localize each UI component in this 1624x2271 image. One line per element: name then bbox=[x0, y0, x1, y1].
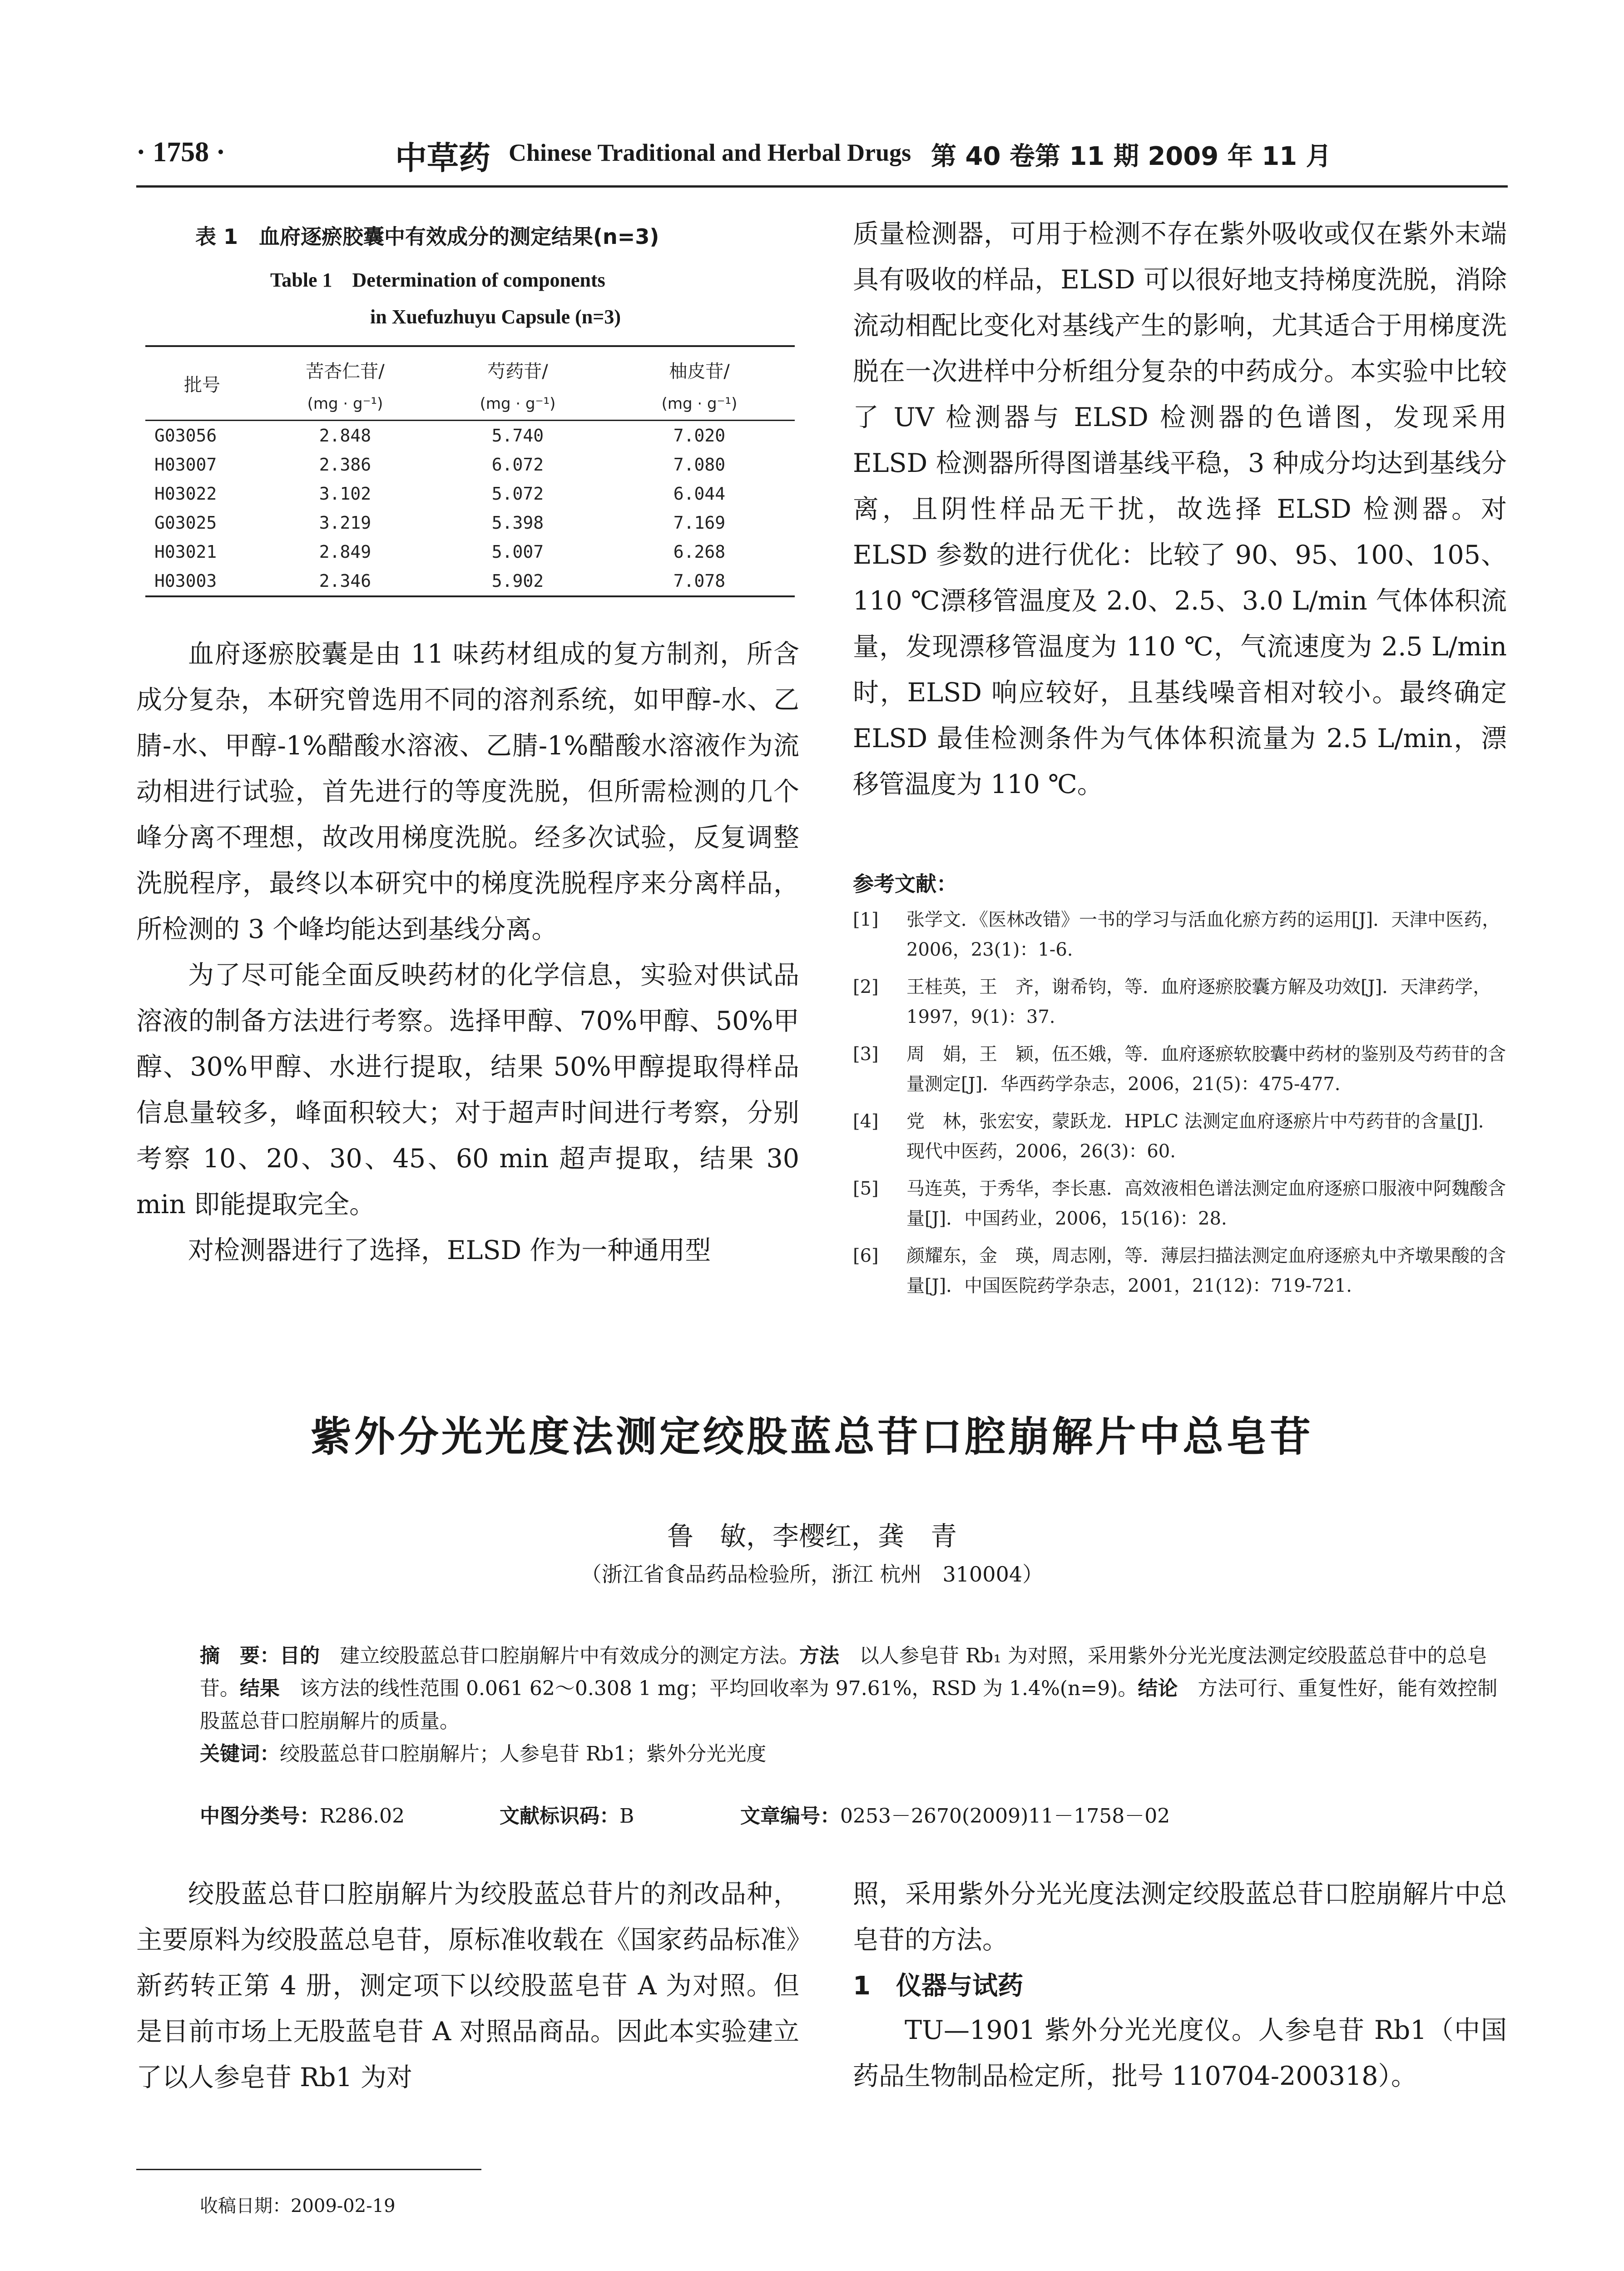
intro-left bbox=[136, 1871, 799, 2101]
value-cell: 5.740 bbox=[491, 426, 544, 446]
article-number-label: 文章编号： bbox=[740, 1805, 840, 1828]
table-row bbox=[145, 566, 795, 596]
abstract-objective: 建立绞股蓝总苷口腔崩解片中有效成分的测定方法。 bbox=[340, 1644, 799, 1667]
reference-item bbox=[853, 1174, 1507, 1234]
reference-number: [3] bbox=[853, 1044, 879, 1065]
value-cell: 6.072 bbox=[491, 455, 544, 475]
batch-cell: G03056 bbox=[154, 426, 217, 446]
reference-number: [5] bbox=[853, 1178, 879, 1199]
value-cell: 3.219 bbox=[319, 513, 371, 533]
col-header-paeoniflorin: 芍药苷/ bbox=[487, 361, 548, 382]
abstract bbox=[200, 1640, 1499, 1770]
header-rule bbox=[136, 185, 1508, 188]
batch-cell: H03003 bbox=[154, 571, 217, 591]
value-cell: 7.020 bbox=[673, 426, 726, 446]
right-column-text bbox=[853, 211, 1507, 808]
value-cell: 3.102 bbox=[319, 484, 371, 504]
body-paragraph: 血府逐瘀胶囊是由 11 味药材组成的复方制剂，所含成分复杂，本研究曾选用不同的溶剂系统，如甲醇-水、乙腈-水、甲醇-1%醋酸水溶液、乙腈-1%醋酸水溶液作为流动相进行试验，首先进行的等度洗脱，但所需检测的几个峰分离不理想，故改用梯度洗脱。经多次试验，反复调整洗脱程序，最终以本研究中的梯度洗脱程序来分离样品，所检测的 3 个峰均能达到基线分离。 bbox=[136, 639, 799, 944]
reference-item bbox=[853, 1106, 1507, 1166]
abstract-method: 以人参皂苷 Rb₁ 为对照，采用紫外分光光度法测定绞股蓝总苷中的总皂苷。 bbox=[200, 1644, 1487, 1700]
reference-item bbox=[853, 905, 1507, 965]
col-header-amygdalin: 苦杏仁苷/ bbox=[306, 361, 385, 382]
clc-number bbox=[200, 1800, 405, 1829]
body-paragraph: 绞股蓝总苷口腔崩解片为绞股蓝总苷片的剂改品种，主要原料为绞股蓝总皂苷，原标准收载在《国家药品标准》新药转正第 4 册，测定项下以绞股蓝皂苷 A 为对照。但是目前市场上无股蓝皂苷 A 对照品商品。因此本实验建立了以人参皂苷 Rb1 为对 bbox=[136, 1879, 799, 2092]
reference-text: 张学文．《医林改错》一书的学习与活血化瘀方药的运用[J]．天津中医药，2006，23(1)：1-6. bbox=[906, 909, 1500, 960]
abstract-conclusion: 方法可行、重复性好，能有效控制股蓝总苷口腔崩解片的质量。 bbox=[200, 1677, 1498, 1733]
value-cell: 7.078 bbox=[673, 571, 726, 591]
table-row bbox=[145, 450, 795, 479]
batch-cell: H03007 bbox=[154, 455, 217, 475]
reference-list bbox=[853, 905, 1507, 1308]
col-unit: (mg · g⁻¹) bbox=[661, 395, 738, 413]
reference-text: 党 林，张宏安，蒙跃龙．HPLC 法测定血府逐瘀片中芍药苷的含量[J]．现代中医药，2006，26(3)：60. bbox=[906, 1111, 1496, 1162]
keywords-label: 关键词： bbox=[200, 1742, 280, 1765]
footnote-rule bbox=[136, 2169, 481, 2170]
article-affiliation: （浙江省食品药品检验所，浙江 杭州 310004） bbox=[580, 1562, 1044, 1587]
table-caption-en-2: in Xuefuzhuyu Capsule (n=3) bbox=[370, 306, 621, 328]
batch-cell: H03022 bbox=[154, 484, 217, 504]
references-heading: 参考文献： bbox=[853, 872, 957, 896]
value-cell: 5.007 bbox=[491, 542, 544, 562]
value-cell: 2.346 bbox=[319, 571, 371, 591]
value-cell: 7.080 bbox=[673, 455, 726, 475]
reference-text: 周 娟，王 颖，伍丕娥，等．血府逐瘀软胶囊中药材的鉴别及芍药苷的含量测定[J]．华西药学杂志，2006，21(5)：475-477. bbox=[906, 1044, 1506, 1095]
table-row bbox=[145, 479, 795, 508]
journal-name-en: Chinese Traditional and Herbal Drugs bbox=[509, 139, 911, 166]
body-paragraph: TU—1901 紫外分光光度仪。人参皂苷 Rb1（中国药品生物制品检定所，批号 110704-200318）。 bbox=[853, 2015, 1507, 2091]
reference-item bbox=[853, 972, 1507, 1032]
reference-number: [6] bbox=[853, 1245, 879, 1266]
abstract-method-label: 方法 bbox=[799, 1644, 839, 1667]
table-caption-cn: 表 1 血府逐瘀胶囊中有效成分的测定结果(n=3) bbox=[195, 224, 659, 249]
body-paragraph: 对检测器进行了选择，ELSD 作为一种通用型 bbox=[188, 1235, 711, 1265]
value-cell: 2.848 bbox=[319, 426, 371, 446]
article-authors: 鲁 敏，李樱红，龚 青 bbox=[667, 1521, 957, 1552]
body-paragraph: 质量检测器，可用于检测不存在紫外吸收或仅在紫外末端具有吸收的样品，ELSD 可以很好地支持梯度洗脱，消除流动相配比变化对基线产生的影响，尤其适合于用梯度洗脱在一次进样中分析组分复杂的中药成分。本实验中比较了 UV 检测器与 ELSD 检测器的色谱图，发现采用 ELSD 检测器所得图谱基线平稳，3 种成分均达到基线分离，且阴性样品无干扰，故选择 ELSD 检测器。对 ELSD 参数的进行优化：比较了 90、95、100、105、110 ℃漂移管温度及 2.0、2.5、3.0 L/min 气体体积流量，发现漂移管温度为 110 ℃，气流速度为 2.5 L/min 时，ELSD 响应较好，且基线噪音相对较小。最终确定 ELSD 最佳检测条件为气体体积流量为 2.5 L/min，漂移管温度为 110 ℃。 bbox=[853, 219, 1507, 799]
body-paragraph: 照，采用紫外分光光度法测定绞股蓝总苷口腔崩解片中总皂苷的方法。 bbox=[853, 1879, 1507, 1955]
table-caption-en-1: Table 1 Determination of components bbox=[270, 269, 605, 291]
abstract-conclusion-label: 结论 bbox=[1138, 1677, 1178, 1700]
table-row bbox=[145, 537, 795, 566]
col-unit: (mg · g⁻¹) bbox=[307, 395, 383, 413]
value-cell: 5.398 bbox=[491, 513, 544, 533]
section-heading: 1 仪器与试药 bbox=[853, 1971, 1023, 2001]
doc-code-label: 文献标识码： bbox=[500, 1805, 619, 1828]
page-number: · 1758 · bbox=[136, 137, 226, 168]
value-cell: 5.072 bbox=[491, 484, 544, 504]
volume-issue: 第 40 卷第 11 期 2009 年 11 月 bbox=[931, 142, 1332, 171]
batch-cell: H03021 bbox=[154, 542, 217, 562]
received-date: 收稿日期：2009-02-19 bbox=[200, 2196, 396, 2216]
article-number bbox=[740, 1800, 1170, 1829]
abstract-result-label: 结果 bbox=[240, 1677, 280, 1700]
value-cell: 5.902 bbox=[491, 571, 544, 591]
col-header-naringin: 柚皮苷/ bbox=[669, 361, 730, 382]
reference-text: 颜耀东，金 瑛，周志刚，等．薄层扫描法测定血府逐瘀丸中齐墩果酸的含量[J]．中国医院药学杂志，2001，21(12)：719-721. bbox=[906, 1245, 1506, 1296]
abstract-label: 摘 要： bbox=[200, 1644, 280, 1667]
reference-text: 马连英，于秀华，李长惠．高效液相色谱法测定血府逐瘀口服液中阿魏酸含量[J]．中国药业，2006，15(16)：28. bbox=[906, 1178, 1506, 1229]
abstract-result: 该方法的线性范围 0.061 62～0.308 1 mg；平均回收率为 97.61%，RSD 为 1.4%(n=9)。 bbox=[300, 1677, 1138, 1700]
clc-value: R286.02 bbox=[320, 1805, 405, 1828]
intro-right bbox=[853, 1871, 1507, 1963]
document-code bbox=[500, 1800, 634, 1829]
article-number-value: 0253－2670(2009)11－1758－02 bbox=[840, 1805, 1170, 1828]
doc-code-value: B bbox=[619, 1805, 634, 1828]
section1-text bbox=[853, 2008, 1507, 2099]
abstract-objective-label: 目的 bbox=[280, 1644, 320, 1667]
reference-text: 王桂英，王 齐，谢希钧，等．血府逐瘀胶囊方解及功效[J]．天津药学，1997，9(1)：37. bbox=[906, 977, 1491, 1027]
table-row bbox=[145, 508, 795, 537]
value-cell: 7.169 bbox=[673, 513, 726, 533]
value-cell: 6.044 bbox=[673, 484, 726, 504]
article-title: 紫外分光光度法测定绞股蓝总苷口腔崩解片中总皂苷 bbox=[311, 1413, 1313, 1461]
value-cell: 2.386 bbox=[319, 455, 371, 475]
clc-label: 中图分类号： bbox=[200, 1805, 320, 1828]
keywords: 绞股蓝总苷口腔崩解片；人参皂苷 Rb1；紫外分光光度 bbox=[280, 1742, 767, 1765]
table-row bbox=[145, 421, 795, 451]
value-cell: 2.849 bbox=[319, 542, 371, 562]
reference-number: [1] bbox=[853, 909, 879, 930]
reference-number: [4] bbox=[853, 1111, 879, 1132]
col-header-batch: 批号 bbox=[145, 346, 259, 421]
col-unit: (mg · g⁻¹) bbox=[480, 395, 556, 413]
results-table bbox=[145, 345, 795, 597]
journal-name-cn: 中草药 bbox=[395, 139, 490, 177]
batch-cell: G03025 bbox=[154, 513, 217, 533]
body-paragraph: 为了尽可能全面反映药材的化学信息，实验对供试品溶液的制备方法进行考察。选择甲醇、70%甲醇、50%甲醇、30%甲醇、水进行提取，结果 50%甲醇提取得样品信息量较多，峰面积较大；对于超声时间进行考察，分别考察 10、20、30、45、60 min 超声提取，结果 30 min 即能提取完全。 bbox=[136, 960, 799, 1220]
reference-item bbox=[853, 1039, 1507, 1099]
left-column-text bbox=[136, 631, 799, 1274]
reference-number: [2] bbox=[853, 977, 879, 997]
reference-item bbox=[853, 1241, 1507, 1301]
value-cell: 6.268 bbox=[673, 542, 726, 562]
